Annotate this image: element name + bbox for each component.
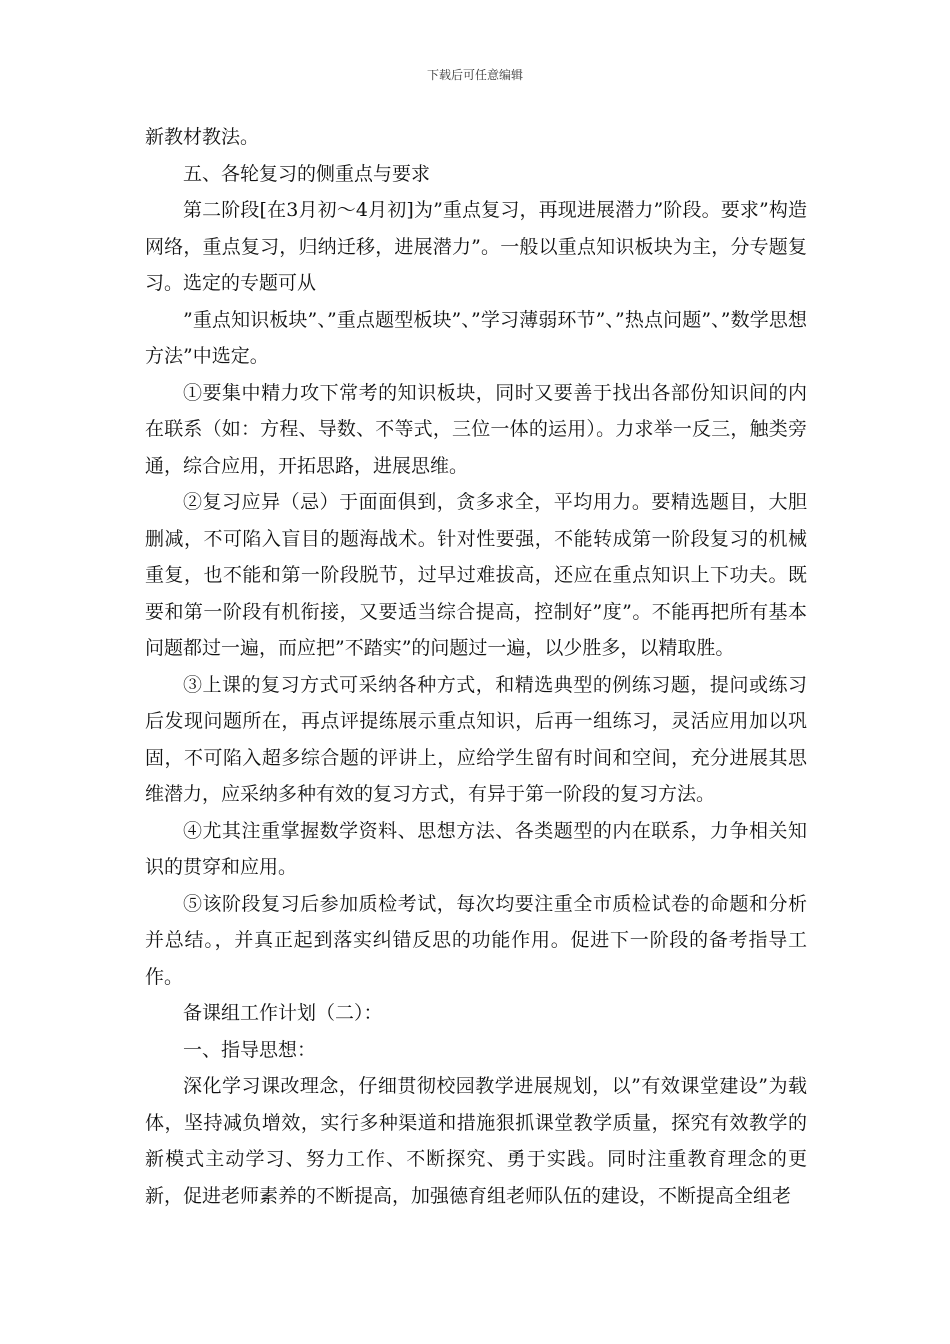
list-item: ①要集中精力攻下常考的知识板块，同时又要善于找出各部份知识间的内在联系（如：方程、导数、不等式，三位一体的运用）。力求举一反三，触类旁通，综合应用，开拓思路，进展思维。 xyxy=(145,381,807,477)
list-item: ⑤该阶段复习后参加质检考试，每次均要注重全市质检试卷的命题和分析并总结。，并真正起到落实纠错反思的功能作用。促进下一阶段的备考指导工作。 xyxy=(145,892,807,988)
page-header: 下载后可任意编辑 xyxy=(426,68,523,82)
section-heading: 五、各轮复习的侧重点与要求 xyxy=(183,162,431,185)
section-heading: 一、指导思想： xyxy=(183,1038,317,1061)
list-item: ④尤其注重掌握数学资料、思想方法、各类题型的内在联系，力争相关知识的贯穿和应用。 xyxy=(145,819,807,878)
paragraph: 新教材教法。 xyxy=(145,126,260,148)
section-heading: 备课组工作计划（二）： xyxy=(183,1002,383,1024)
paragraph: 第二阶段[在3月初～4月初]为”重点复习，再现进展潜力”阶段。要求”构造网络，重点复习，归纳迁移，进展潜力”。一般以重点知识板块为主，分专题复习。选定的专题可从 xyxy=(145,199,807,294)
paragraph: ”重点知识板块”、”重点题型板块”、”学习薄弱环节”、”热点问题”、”数学思想方法”中选定。 xyxy=(145,308,807,367)
document-body xyxy=(145,119,807,1214)
list-item: ②复习应异（忌）于面面俱到，贪多求全，平均用力。要精选题目，大胆删减，不可陷入盲目的题海战术。针对性要强，不能转成第一阶段复习的机械重复，也不能和第一阶段脱节，过早过难拔高，还应在重点知识上下功夫。既要和第一阶段有机衔接，又要适当综合提高，控制好”度”。不能再把所有基本问题都过一遍，而应把”不踏实”的问题过一遍，以少胜多，以精取胜。 xyxy=(145,491,807,659)
list-item: ③上课的复习方式可采纳各种方式，和精选典型的例练习题，提问或练习后发现问题所在，再点评提练展示重点知识，后再一组练习，灵活应用加以巩固，不可陷入超多综合题的评讲上，应给学生留有时间和空间，充分进展其思维潜力，应采纳多种有效的复习方式，有异于第一阶段的复习方法。 xyxy=(145,673,807,805)
paragraph: 深化学习课改理念，仔细贯彻校园教学进展规划，以”有效课堂建设”为载体，坚持减负增效，实行多种渠道和措施狠抓课堂教学质量，探究有效教学的新模式主动学习、努力工作、不断探究、勇于实践。同时注重教育理念的更新，促进老师素养的不断提高，加强德育组老师队伍的建设，不断提高全组老 xyxy=(145,1075,807,1207)
